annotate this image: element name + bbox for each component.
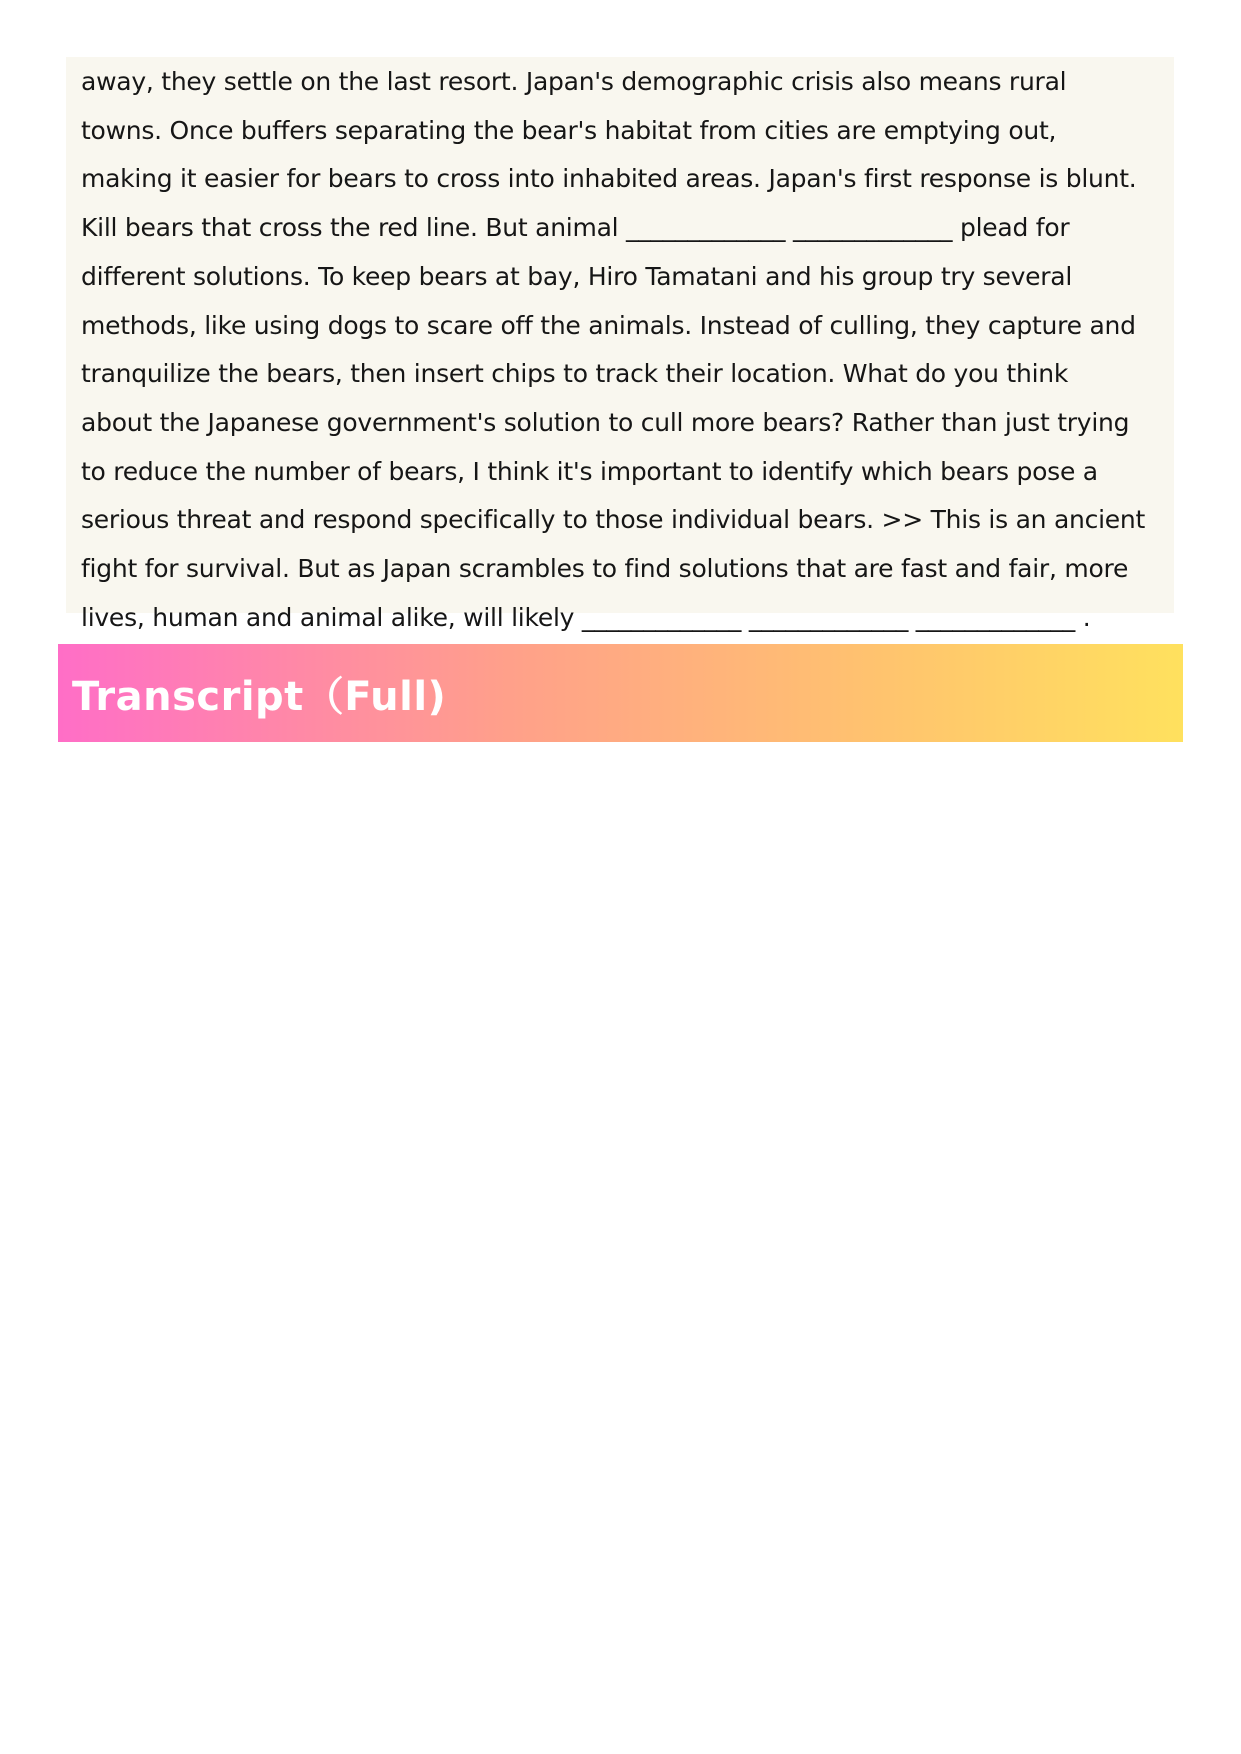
passage-line: about the Japanese government's solution to cull more bears? Rather than just trying <box>81 407 1130 437</box>
passage-line: different solutions. To keep bears at bay, Hiro Tamatani and his group try several <box>81 261 1073 291</box>
passage-line: fight for survival. But as Japan scrambles to find solutions that are fast and fair, more <box>81 554 1129 584</box>
passage-line: away, they settle on the last resort. Japan's demographic crisis also means rural <box>81 67 1067 96</box>
passage-line: Kill bears that cross the red line. But animal _____________ _____________ plead for <box>81 213 1070 243</box>
section-title: Transcript（Full) <box>72 673 447 720</box>
passage-line: methods, like using dogs to scare off the animals. Instead of culling, they capture and <box>81 310 1136 340</box>
transcript-section-header <box>58 644 1183 742</box>
passage-box <box>66 57 1174 632</box>
passage-line: lives, human and animal alike, will likely _____________ _____________ _____________ . <box>81 602 1091 632</box>
passage-line: serious threat and respond specifically to those individual bears. >> This is an ancient <box>81 505 1146 535</box>
passage-line: towns. Once buffers separating the bear's habitat from cities are emptying out, <box>81 115 1057 145</box>
passage-line: to reduce the number of bears, I think it's important to identify which bears pose a <box>81 456 1098 486</box>
passage-line: tranquilize the bears, then insert chips to track their location. What do you think <box>81 359 1069 389</box>
passage-line: making it easier for bears to cross into inhabited areas. Japan's first response is blunt. <box>81 164 1137 194</box>
